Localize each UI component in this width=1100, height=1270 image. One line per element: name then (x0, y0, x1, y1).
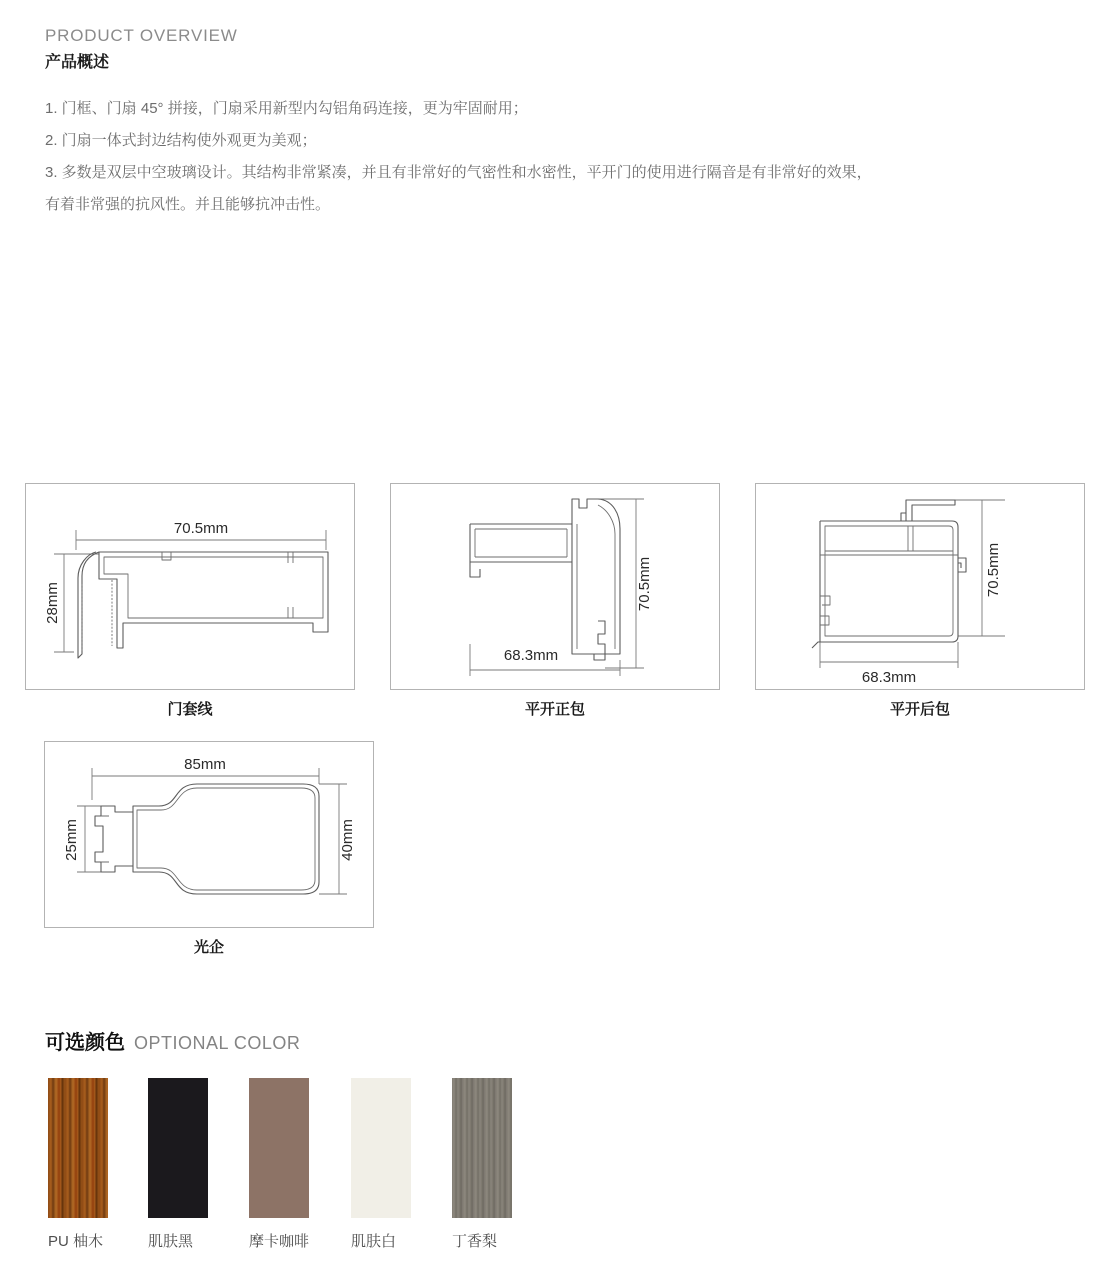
color-option-mocha-coffee (249, 1078, 309, 1251)
overview-text (45, 93, 1005, 221)
diagram-label-swing-front: 平开正包 (524, 701, 585, 718)
dim-height-label: 70.5mm (985, 542, 1002, 598)
swatch-label: PU 柚木 (48, 1233, 104, 1250)
overview-line-4: 有着非常强的抗风性。并且能够抗冲击性。 (45, 196, 331, 213)
diagram-label-light-stile: 光企 (193, 939, 224, 956)
swing-back-profile-drawing (756, 484, 1084, 689)
swatch-mocha-coffee (249, 1078, 309, 1218)
diagram-swing-back-frame (755, 483, 1085, 690)
overview-line-1: 1. 门框、门扇 45° 拼接，门扇采用新型内勾铝角码连接，更为牢固耐用； (45, 100, 528, 117)
swatch-label: 肌肤黑 (148, 1233, 194, 1250)
optional-color-title-en: OPTIONAL COLOR (134, 1033, 301, 1053)
swing-front-profile-drawing (391, 484, 719, 689)
page-title-zh: 产品概述 (45, 54, 110, 71)
color-option-skin-black (148, 1078, 208, 1251)
diagram-door-casing-frame (25, 483, 355, 690)
color-option-pu-teak (48, 1078, 108, 1251)
diagram-swing-back-wrap (755, 483, 1085, 719)
optional-color-title-zh: 可选颜色 (45, 1032, 125, 1054)
diagram-light-stile-frame (44, 741, 374, 928)
diagram-label-swing-back: 平开后包 (889, 701, 950, 718)
swatch-label: 摩卡咖啡 (249, 1233, 310, 1250)
dim-left-label: 25mm (63, 819, 80, 861)
diagram-swing-front-wrap (390, 483, 720, 719)
diagram-label-door-casing: 门套线 (167, 701, 213, 718)
swatch-pu-teak (48, 1078, 108, 1218)
dim-height-label: 28mm (44, 582, 61, 624)
optional-color-title (45, 1026, 300, 1055)
swatch-label: 肌肤白 (351, 1233, 397, 1250)
dim-height-label: 70.5mm (636, 556, 653, 612)
dim-width-label: 68.3mm (861, 669, 917, 686)
door-casing-profile-drawing (26, 484, 354, 689)
dim-width-label: 70.5mm (173, 520, 229, 537)
swatch-skin-black (148, 1078, 208, 1218)
overview-line-2: 2. 门扇一体式封边结构使外观更为美观； (45, 132, 317, 149)
page-title-en: PRODUCT OVERVIEW (45, 26, 238, 45)
diagram-door-casing (25, 483, 355, 719)
swatch-label: 丁香梨 (452, 1233, 498, 1250)
swatch-lilac-pear (452, 1078, 512, 1218)
dim-right-label: 40mm (339, 819, 356, 861)
light-stile-profile-drawing (45, 742, 373, 927)
color-option-lilac-pear (452, 1078, 512, 1251)
overview-line-3: 3. 多数是双层中空玻璃设计。其结构非常紧凑，并且有非常好的气密性和水密性，平开门的使用进行隔音是有非常好的效果， (45, 164, 872, 181)
swatch-skin-white (351, 1078, 411, 1218)
dim-width-label: 68.3mm (503, 647, 559, 664)
color-option-skin-white (351, 1078, 411, 1251)
diagram-light-stile (44, 741, 374, 957)
dim-width-label: 85mm (184, 756, 226, 773)
diagram-swing-front-frame (390, 483, 720, 690)
